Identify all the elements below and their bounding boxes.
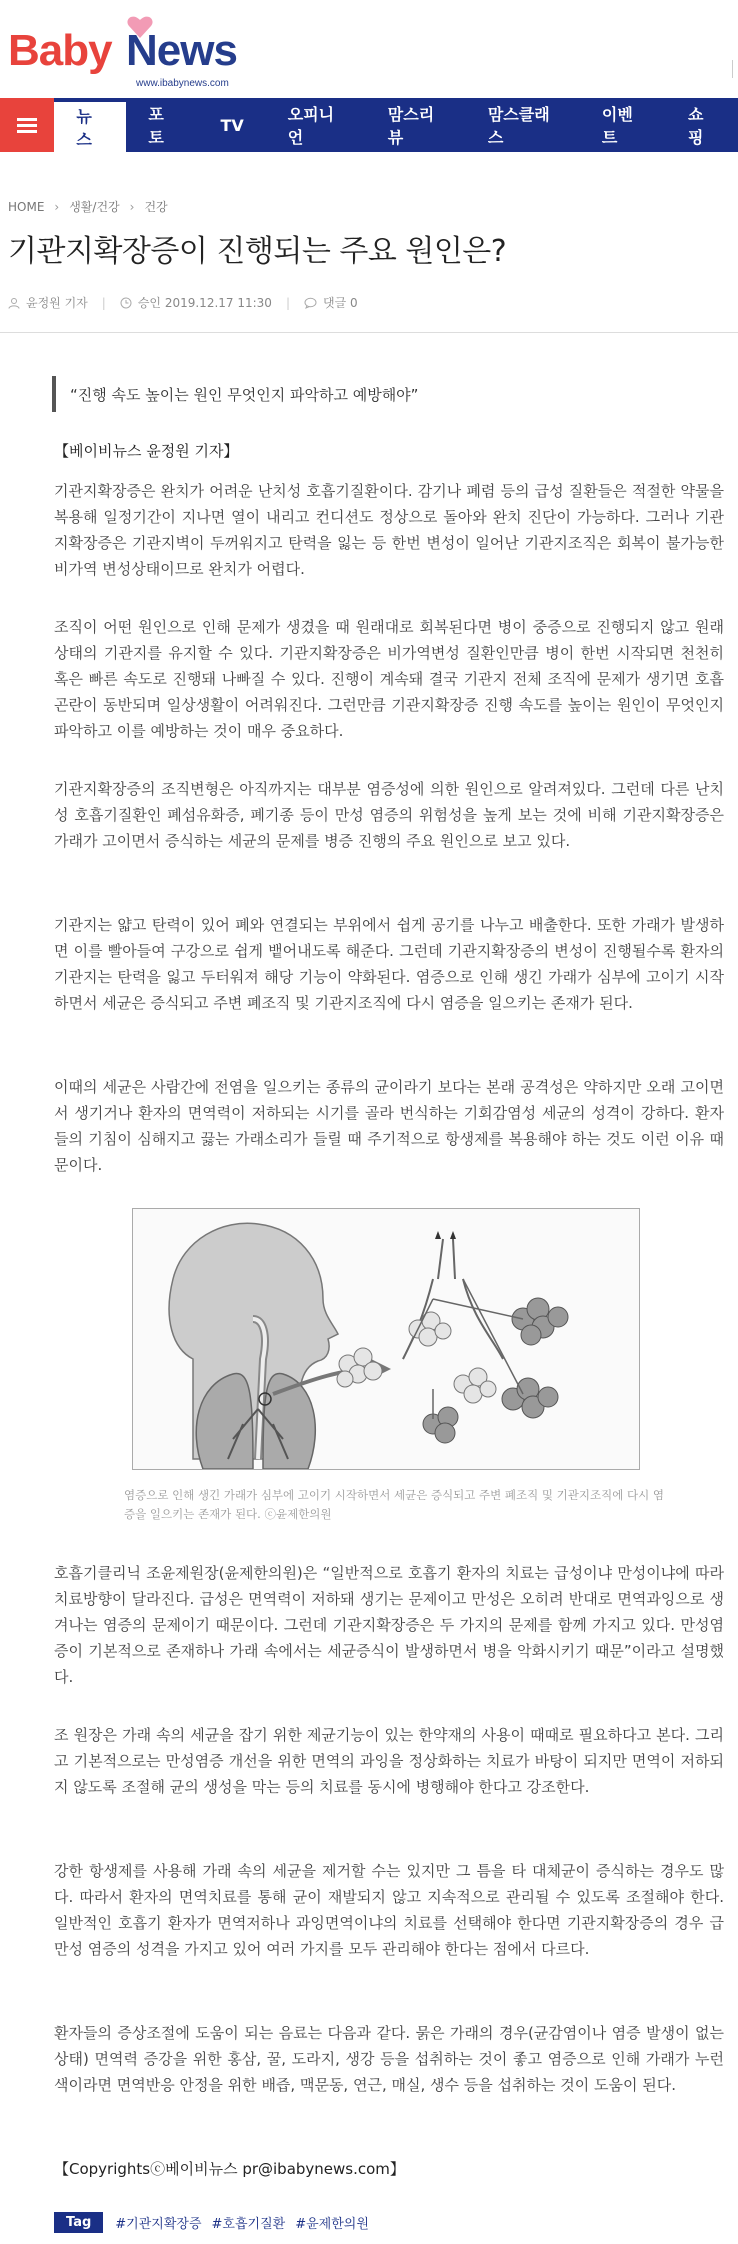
chevron-right-icon: › <box>129 199 135 214</box>
tag-label: Tag <box>54 2212 103 2233</box>
article-subhead <box>52 376 418 412</box>
approved-time: 승인 2019.12.17 11:30 <box>137 296 272 310</box>
nav-item-moms-class[interactable]: 맘스클래스 <box>487 105 550 147</box>
tag-link[interactable]: #호흡기질환 <box>211 2217 286 2232</box>
comment-count[interactable] <box>304 294 358 311</box>
article-paragraph: 조 원장은 가래 속의 세균을 잡기 위한 제균기능이 있는 한약재의 사용이 때때로 필요하다고 본다. 그리고 기본적으로는 만성염증 개선을 위한 면역의 과잉을 정상화하는 치료가 바탕이 되지만 면역이 저하되지 않도록 조절해 균의 생성을 막는 등의 치료를 동시에 병행해야 한다고 강조한다. <box>54 1726 724 1796</box>
tag-list <box>54 2212 379 2233</box>
nav-item-news[interactable]: 뉴스 <box>54 102 126 152</box>
article-paragraph: 기관지는 얇고 탄력이 있어 폐와 연결되는 부위에서 쉽게 공기를 나누고 배출한다. 또한 가래가 발생하면 이를 빨아들여 구강으로 쉽게 뱉어내도록 해준다. 그런데 기관지확장증의 변성이 진행될수록 환자의 기관지는 탄력을 잃고 두터워져 해당 기능이 약화된다. 염증으로 인해 생긴 가래가 심부에 고이기 시작하면서 세균은 증식되고 주변 폐조직 및 기관지조직에 다시 염증을 일으키는 존재가 된다. <box>54 916 724 1012</box>
tag-link[interactable]: #윤제한의원 <box>295 2217 369 2232</box>
article-paragraph: 기관지확장증의 조직변형은 아직까지는 대부분 염증성에 의한 원인으로 알려져있다. 그런데 다른 난치성 호흡기질환인 폐섬유화증, 폐기종 등이 만성 염증의 위험성을 높게 보는 것에 비해 기관지확장증은 가래가 고이면서 증식하는 세균의 문제를 병증 진행의 주요 원인으로 보고 있다. <box>54 780 724 850</box>
image-caption: 염증으로 인해 생긴 가래가 심부에 고이기 시작하면서 세균은 증식되고 주변 폐조직 및 기관지조직에 다시 염증을 일으키는 존재가 된다. ⓒ윤제한의원 <box>124 1488 664 1521</box>
user-icon <box>8 297 20 309</box>
main-nav <box>0 98 738 152</box>
article-image[interactable] <box>132 1208 640 1470</box>
hamburger-menu-icon[interactable] <box>0 98 54 152</box>
article-paragraph: 환자들의 증상조절에 도움이 되는 음료는 다음과 같다. 묽은 가래의 경우(균감염이나 염증 발생이 없는 상태) 면역력 증강을 위한 홍삼, 꿀, 도라지, 생강 등을 섭취하는 것이 좋고 염증으로 인해 가래가 누런 색이라면 면역반응 안정을 위한 배즙, 맥문동, 연근, 매실, 생수 등을 섭취하는 것이 도움이 된다. <box>54 2024 724 2094</box>
breadcrumb-section[interactable]: 생활/건강 <box>69 200 120 214</box>
nav-item-shopping[interactable]: 쇼핑 <box>687 105 704 147</box>
author-name: 윤정원 기자 <box>26 296 88 310</box>
article-title: 기관지확장증이 진행되는 주요 원인은? <box>8 234 507 269</box>
article-copyright: 【Copyrightsⓒ베이비뉴스 pr@ibabynews.com】 <box>54 2160 405 2178</box>
meta-divider: | <box>101 295 106 310</box>
logo-text-baby: Baby <box>8 26 112 75</box>
chevron-right-icon: › <box>54 199 60 214</box>
comment-icon <box>304 297 317 309</box>
article-paragraph: 호흡기클리닉 조윤제원장(윤제한의원)은 “일반적으로 호흡기 환자의 치료는 급성이냐 만성이냐에 따라 치료방향이 달라진다. 급성은 면역력이 저하돼 생기는 문제이고 만성은 오히려 반대로 면역과잉으로 생겨나는 염증의 문제이기 때문이다. 그런데 기관지확장증은 두 가지의 문제를 함께 가지고 있다. 만성염증이 기본적으로 존재하나 가래 속에서는 세균증식이 발생하면서 병을 악화시키기 때문”이라고 설명했다. <box>54 1564 724 1686</box>
article-byline: 【베이비뉴스 윤정원 기자】 <box>54 442 239 460</box>
article-paragraph: 이때의 세균은 사람간에 전염을 일으키는 종류의 균이라기 보다는 본래 공격성은 약하지만 오래 고이면서 생기거나 환자의 면역력이 저하되는 시기를 골라 번식하는 기회감염성 세균의 성격이 강하다. 환자들의 기침이 심해지고 끓는 가래소리가 들릴 때 주기적으로 항생제를 복용해야 하는 것도 이런 이유 때문이다. <box>54 1078 724 1174</box>
approved-info <box>120 294 272 311</box>
breadcrumb-subsection[interactable]: 건강 <box>144 200 168 214</box>
breadcrumb <box>8 198 168 215</box>
header-edge <box>732 60 738 78</box>
author-info <box>8 294 88 311</box>
subhead-text: “진행 속도 높이는 원인 무엇인지 파악하고 예방해야” <box>70 385 419 404</box>
article-paragraph: 강한 항생제를 사용해 가래 속의 세균을 제거할 수는 있지만 그 틈을 타 대체균이 증식하는 경우도 많다. 따라서 환자의 면역치료를 통해 균이 재발되지 않고 지속적으로 관리될 수 있도록 조절해야 한다. 일반적인 호흡기 환자가 면역저하나 과잉면역이냐의 치료를 선택해야 한다면 기관지확장증의 경우 급만성 염증의 성격을 가지고 있어 여러 가지를 모두 관리해야 한다는 점에서 다르다. <box>54 1862 724 1958</box>
nav-item-event[interactable]: 이벤트 <box>601 105 633 147</box>
article-paragraph: 기관지확장증은 완치가 어려운 난치성 호흡기질환이다. 감기나 폐렴 등의 급성 질환들은 적절한 약물을 복용해 일정기간이 지나면 열이 내리고 컨디션도 정상으로 돌아와 완치 진단이 가능하다. 그러나 기관지확장증은 기관지벽이 두꺼워지고 탄력을 잃는 등 한번 변성이 일어난 기관지조직은 회복이 불가능한 비가역 변성상태이므로 완치가 어렵다. <box>54 482 724 578</box>
comment-count-label: 댓글 0 <box>322 296 358 310</box>
tag-link[interactable]: #기관지확장증 <box>115 2217 202 2232</box>
nav-item-moms-review[interactable]: 맘스리뷰 <box>387 105 435 147</box>
logo-url: www.ibabynews.com <box>136 78 229 89</box>
logo-text-news: News <box>126 26 237 75</box>
article-meta <box>8 294 358 311</box>
nav-item-photo[interactable]: 포토 <box>148 105 164 147</box>
lungs-illustration <box>133 1209 639 1469</box>
meta-divider: | <box>285 295 290 310</box>
nav-item-tv[interactable]: TV <box>220 115 244 135</box>
clock-icon <box>120 297 132 309</box>
article-paragraph: 조직이 어떤 원인으로 인해 문제가 생겼을 때 원래대로 회복된다면 병이 중증으로 진행되지 않고 원래상태의 기관지를 유지할 수 있다. 기관지확장증은 비가역변성 질환인만큼 병이 한번 시작되면 천천히 혹은 빠른 속도로 진행돼 나빠질 수 있다. 진행이 계속돼 결국 기관지 전체 조직에 문제가 생기면 호흡곤란이 동반되며 일상생활이 어려워진다. 그런만큼 기관지확장증 진행 속도를 높이는 원인이 무엇인지 파악하고 이를 예방하는 것이 매우 중요하다. <box>54 618 724 740</box>
site-header <box>0 0 738 98</box>
site-logo[interactable] <box>8 20 268 92</box>
nav-item-opinion[interactable]: 오피니언 <box>287 105 335 147</box>
title-divider <box>0 332 738 333</box>
breadcrumb-home[interactable]: HOME <box>8 199 45 214</box>
